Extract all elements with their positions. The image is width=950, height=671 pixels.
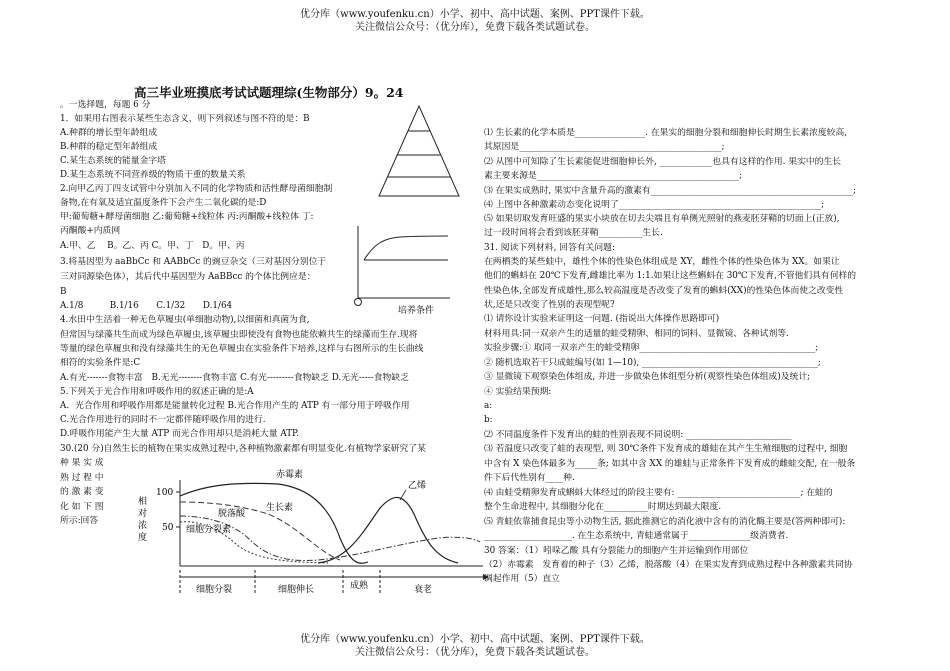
label-cytokinin: 细胞分裂素 xyxy=(186,525,232,535)
stage-senescence: 衰老 xyxy=(414,585,433,595)
text-line: A.甲、乙 B。乙、丙 C。甲、丁 D。甲、丙 xyxy=(60,241,245,251)
text-line: B.种群的稳定型年龄组成 xyxy=(60,142,158,152)
text-line: ⑸ 如果切取发育旺盛的果实小块放在切去尖端且有单侧光照射的燕麦胚芽鞘的切面上(正放), xyxy=(484,214,840,224)
text-line: 备物,在有氧及适宜温度条件下会产生二氧化碳的是:D xyxy=(60,198,267,208)
text-line: 整个生命进程中, 其细胞分化在__________时期达到最大限度. xyxy=(484,502,722,512)
text-line: 素主要来源是______________________________________________; xyxy=(484,171,743,181)
header-line-1: 优分库（www.youfenku.cn）小学、初中、高中试题、案例、PPT课件下载。 xyxy=(300,9,650,20)
text-line: 30 答案：（1）吲哚乙酸 具有分裂能力的细胞产生并运输到作用部位 xyxy=(484,546,749,556)
text-line: 其原因是______________________________________________; xyxy=(484,142,725,152)
stage-cell-elongation: 细胞伸长 xyxy=(278,585,315,595)
footer-line-2: 关注微信公众号：（优分库），免费下载各类试题试卷。 xyxy=(355,647,595,658)
text-line: b: xyxy=(484,415,493,425)
text-line: 过一段时间将会看到该胚芽鞘__________生长. xyxy=(484,228,663,238)
text-line: ⑷ 上图中各种激素动态变化说明了______________________________________________; xyxy=(484,200,825,210)
text-line: 状,还是只改变了性别的表现型呢? xyxy=(484,300,615,310)
text-line: 相符的实验条件是:C xyxy=(60,358,141,368)
hormone-chart xyxy=(118,462,490,602)
text-line: 三对同源染色体），其后代中基因型为 AaBBcc 的个体比例应是： xyxy=(60,272,316,282)
text-line: 他们的蝌蚪在 20℃下发育,雌雄比率为 1:1.如果让这些蝌蚪在 30℃下发育,不管他们具有何样的 xyxy=(484,271,857,281)
text-line: 材料用具:同一双亲产生的适量的蛙受精卵、相同的饲料、显微镜、各种试剂等. xyxy=(484,329,789,339)
text-line: B xyxy=(60,287,67,297)
label-gibberellin: 赤霉素 xyxy=(276,470,304,480)
text-line: ⑴ 请你设计实验来证明这一问题. (指说出大体操作思路即可) xyxy=(484,314,720,324)
label-abscisic-acid: 脱落酸 xyxy=(218,509,246,519)
text-line: D.呼吸作用能产生大量 ATP 而光合作用却只是消耗大量 ATP. xyxy=(60,429,299,439)
text-line: 30.(20 分)自然生长的植物在果实成熟过程中,各种植物激素都有明显变化.有植物学家研究了某 xyxy=(60,444,426,454)
stage-ripening: 成熟 xyxy=(350,581,369,591)
text-line: 调起作用（5）直立 xyxy=(484,574,560,584)
text-line: 化 如 下 图 xyxy=(60,502,104,512)
pyramid-figure xyxy=(376,104,462,199)
text-line: 丙酮酸+内质网 xyxy=(60,226,121,236)
growth-x-label: 培养条件 xyxy=(398,306,435,316)
text-line: 4.水田中生活着一种无色草履虫(单细胞动物),以细菌和真菌为食, xyxy=(60,315,310,325)
text-line: ⑵ 从图中可知除了生长素能促进细胞伸长外, ____________也具有这样的作用. 果实中的生长 xyxy=(484,157,842,167)
series-ethylene xyxy=(318,497,458,563)
text-line: 3.将基因型为 aaBbCc 和 AABbCc 的豌豆杂交（三对基因分别位于 xyxy=(60,257,327,267)
text-line: A.有光-------食物丰富 B.无光--------食物丰富 C.有光---------食物缺乏 D.无光-----食物缺乏 xyxy=(60,373,409,383)
text-line: 31. 阅读下列材料, 回答有关问题: xyxy=(484,243,615,253)
text-line: 件下后代性别有____种. xyxy=(484,473,575,483)
text-line: ④ 实验结果预期: xyxy=(484,387,552,397)
ytick-100: 100 xyxy=(156,488,174,498)
label-auxin: 生长素 xyxy=(266,503,294,513)
text-line: 1．如果用右图表示某些生态含义，则下列叙述与图不符的是：B xyxy=(60,114,310,124)
text-line: A.种群的增长型年龄组成 xyxy=(60,128,158,138)
text-line: A.1/8 B.1/16 C.1/32 D.1/64 xyxy=(60,301,233,311)
text-line: 。一选择题，每题 6 分 xyxy=(60,100,151,110)
origin-marker xyxy=(355,299,362,306)
ytick-50: 50 xyxy=(162,523,174,533)
header-line-2: 关注微信公众号：（优分库），免费下载各类试题试卷。 xyxy=(355,22,595,33)
text-line: ⑵ 不同温度条件下发育出的蛙的性别表现不同说明: ________________________ xyxy=(484,430,792,440)
hormone-y-label: 相对浓度 xyxy=(138,497,148,543)
text-line: ⑷ 由蛙受精卵发育成蝌蚪大体经过的阶段主要有: ____________________________; 在蛙的 xyxy=(484,488,833,498)
footer-line-1: 优分库（www.youfenku.cn）小学、初中、高中试题、案例、PPT课件下载。 xyxy=(300,634,650,645)
series-gibberellin xyxy=(180,483,368,563)
text-line: ③ 显微镜下观察染色体组成, 并进一步做染色体组型分析(观察性染色体组成)及统计; xyxy=(484,372,811,382)
text-line: 种 果 实 成 xyxy=(60,458,104,468)
text-line: 5.下列关于光合作用和呼吸作用的叙述正确的是:A xyxy=(60,387,254,397)
growth-curve-green xyxy=(364,236,448,260)
text-line: ⑶ 在果实成熟时, 果实中含量升高的激素有______________________________________________; xyxy=(484,186,857,196)
series-abscisic-acid xyxy=(180,516,480,560)
stage-cell-division: 细胞分裂 xyxy=(196,585,233,595)
text-line: ⑸ 青蛙依靠捕食昆虫等小动物生活, 据此推测它的消化液中含有的消化酶主要是(答两种即可): xyxy=(484,517,846,527)
text-line: ⑶ 若温度只改变了蛙的表现型, 则 30℃条件下发育成的雄蛙在其产生生殖细胞的过程中, 细胞 xyxy=(484,444,848,454)
text-line: 中含有 X 染色体最多为_____条; 如其中含 XX 的雄蛙与正常条件下发育成的雌蛙交配, 在一般条 xyxy=(484,459,856,469)
text-line: 甲:葡萄糖+酵母菌细胞 乙:葡萄糖+线粒体 丙:丙酮酸+线粒体 丁: xyxy=(60,212,314,222)
text-line: 在两栖类的某些蛙中，雄性个体的性染色体组成是 XY，雌性个体的性染色体为 XX。如果让 xyxy=(484,257,840,267)
text-line: 实验步骤:① 取同一双亲产生的蛙受精卵________________________________________; xyxy=(484,343,819,353)
text-line: 等量的绿色草履虫和没有绿藻共生的无色草履虫在实验条件下培养,这样与右图所示的生长曲线 xyxy=(60,344,424,354)
text-line: 所示:回答 xyxy=(60,516,99,526)
text-line: D.某生态系统不同营养级的物质干重的数量关系 xyxy=(60,170,246,180)
label-ethylene: 乙烯 xyxy=(408,481,427,491)
text-line: ② 随机选取若干只成蛙编号(如 1—10), ________________________________________; xyxy=(484,358,821,368)
page-title: 高三毕业班摸底考试试题理综(生物部分）9。24 xyxy=(134,85,404,100)
text-line: C.光合作用进行的同时不一定都伴随呼吸作用的进行. xyxy=(60,415,266,425)
text-line: 的 激 素 变 xyxy=(60,487,104,497)
text-line: a: xyxy=(484,401,493,411)
text-line: （2）赤霉素 发育着的种子（3）乙烯，脱落酸（4）在果实发育到成熟过程中各种激素共同协 xyxy=(484,560,853,570)
text-line: 熟 过 程 中 xyxy=(60,473,104,483)
text-line: 但常因与绿藻共生而成为绿色草履虫,该草履虫即使没有食物也能依赖共生的绿藻而生存.现将 xyxy=(60,330,418,340)
text-line: A．光合作用和呼吸作用都是能量转化过程 B.光合作用产生的 ATP 有一部分用于呼吸作用 xyxy=(60,401,410,411)
text-line: 性染色体,全部发育成雄性,那么较高温度是否改变了发育的蝌蚪(XX)的性染色体而使之改变性 xyxy=(484,286,844,296)
text-line: ⑴ 生长素的化学本质是________________. 在果实的细胞分裂和细胞伸长时期生长素浓度较高, xyxy=(484,128,848,138)
text-line: ____________________. 在生态系统中, 青蛙通常属于______________级消费者. xyxy=(484,531,789,541)
text-line: 2.向甲乙丙丁四支试管中分别加入不同的化学物质和活性酵母菌细胞制 xyxy=(60,184,333,194)
growth-curve-figure xyxy=(350,222,460,317)
text-line: C.某生态系统的能量金字塔 xyxy=(60,156,166,166)
